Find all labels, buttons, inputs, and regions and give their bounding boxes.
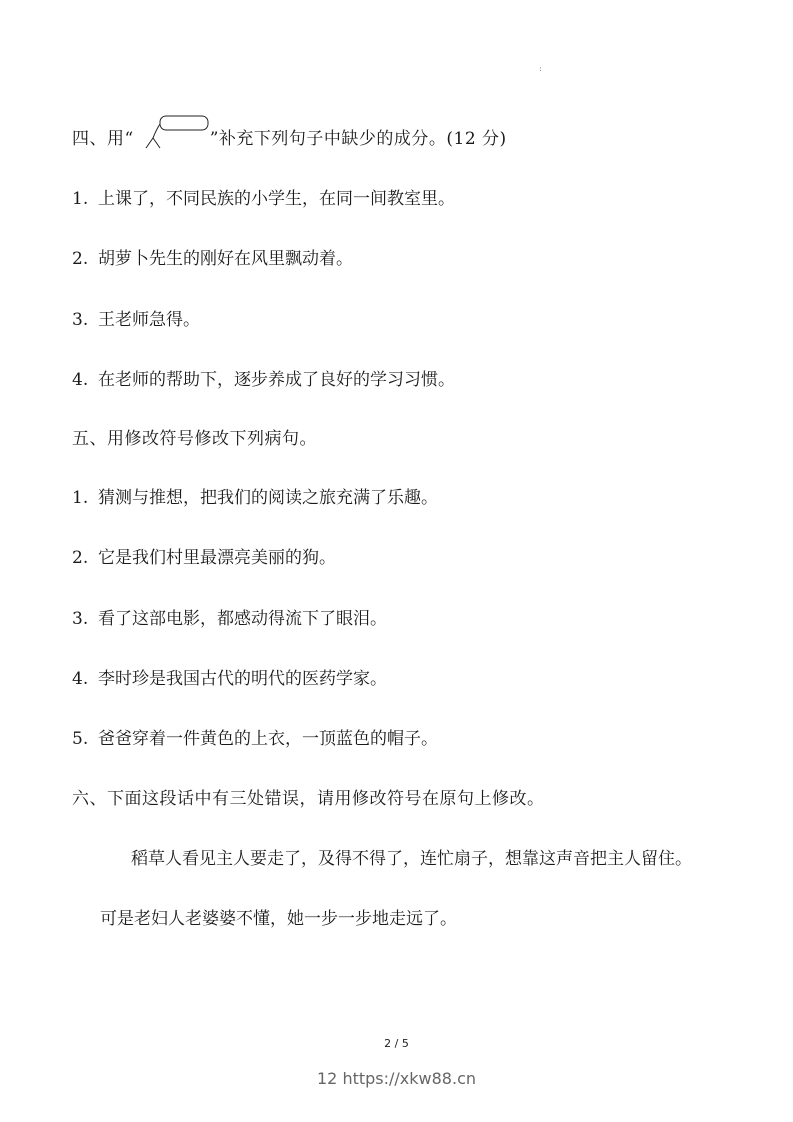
margin-tick-mark: :	[539, 64, 542, 73]
section4-item-2	[72, 247, 353, 271]
section5-heading: 五、用修改符号修改下列病句。	[72, 429, 317, 449]
section6-heading: 六、下面这段话中有三处错误，请用修改符号在原句上修改。	[72, 789, 545, 809]
page-number: 2 / 5	[384, 1037, 409, 1050]
item-text: 王老师急得。	[98, 310, 200, 330]
item-number: 1.	[72, 189, 89, 209]
item-text: 在老师的帮助下，逐步养成了良好的学习习惯。	[98, 370, 455, 390]
section5-item-3	[72, 607, 387, 631]
section4-heading	[72, 127, 507, 152]
item-text: 看了这部电影，都感动得流下了眼泪。	[98, 609, 387, 629]
section4-item-1	[72, 187, 455, 211]
source-watermark: 12 https://xkw88.cn	[317, 1069, 476, 1088]
section5-item-1	[72, 486, 438, 510]
section5-item-4	[72, 667, 387, 691]
section6-paragraph-line-2: 可是老妇人老婆婆不懂，她一步一步地走远了。	[100, 909, 457, 929]
item-text: 它是我们村里最漂亮美丽的狗。	[98, 548, 336, 568]
section6-paragraph-line-1: 稻草人看见主人要走了，及得不得了，连忙扇子，想靠这声音把主人留住。	[131, 849, 692, 869]
item-text: 李时珍是我国古代的明代的医药学家。	[98, 669, 387, 689]
section4-item-3	[72, 308, 200, 332]
item-number: 3.	[72, 310, 89, 330]
item-number: 4.	[72, 669, 89, 689]
item-text: 爸爸穿着一件黄色的上衣，一顶蓝色的帽子。	[98, 729, 438, 749]
item-number: 1.	[72, 488, 89, 508]
section4-item-4	[72, 368, 455, 392]
section4-heading-suffix: ”补充下列句子中缺少的成分。(12 分)	[209, 129, 507, 149]
item-number: 3.	[72, 609, 89, 629]
section5-item-2	[72, 546, 336, 570]
item-number: 2.	[72, 548, 89, 568]
item-text: 胡萝卜先生的刚好在风里飘动着。	[98, 249, 353, 269]
item-number: 4.	[72, 370, 89, 390]
caret-insert-icon	[134, 128, 210, 152]
item-number: 5.	[72, 729, 89, 749]
item-text: 猜测与推想，把我们的阅读之旅充满了乐趣。	[98, 488, 438, 508]
section4-heading-prefix: 四、用“	[72, 129, 134, 149]
item-text: 上课了，不同民族的小学生，在同一间教室里。	[98, 189, 455, 209]
section5-item-5	[72, 727, 438, 751]
item-number: 2.	[72, 249, 89, 269]
